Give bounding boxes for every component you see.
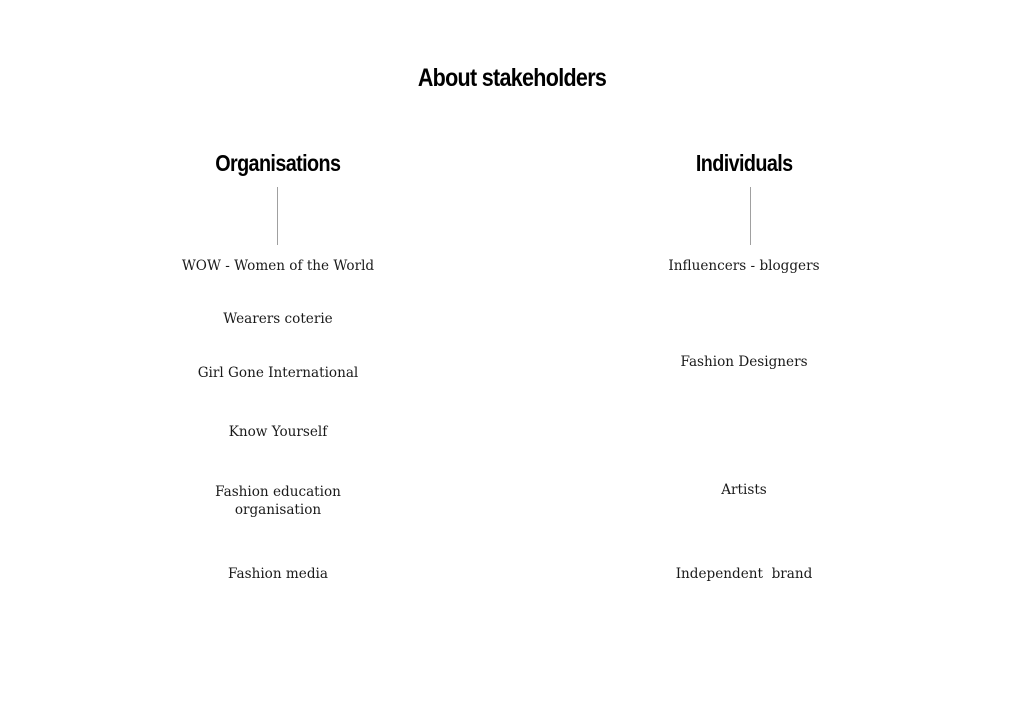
organisation-item: Wearers coterie	[223, 311, 333, 327]
organisation-item: Fashion education organisation	[215, 484, 341, 518]
individuals-connector-line	[750, 187, 751, 245]
individual-item: Fashion Designers	[680, 354, 808, 370]
organisation-item: WOW - Women of the World	[181, 258, 375, 274]
individuals-heading-label: Individuals	[695, 150, 793, 176]
organisations-heading	[128, 150, 428, 177]
organisation-item: Girl Gone International	[197, 365, 359, 381]
individuals-heading	[594, 150, 894, 177]
organisation-item: Know Yourself	[228, 424, 328, 440]
diagram-title: About stakeholders	[417, 64, 607, 92]
organisations-connector-line	[277, 187, 278, 245]
organisations-heading-label: Organisations	[215, 150, 341, 176]
individual-item: Artists	[721, 482, 767, 498]
organisation-item: Fashion media	[228, 566, 328, 582]
individual-item: Independent brand	[675, 566, 813, 582]
individual-item: Influencers - bloggers	[668, 258, 820, 274]
